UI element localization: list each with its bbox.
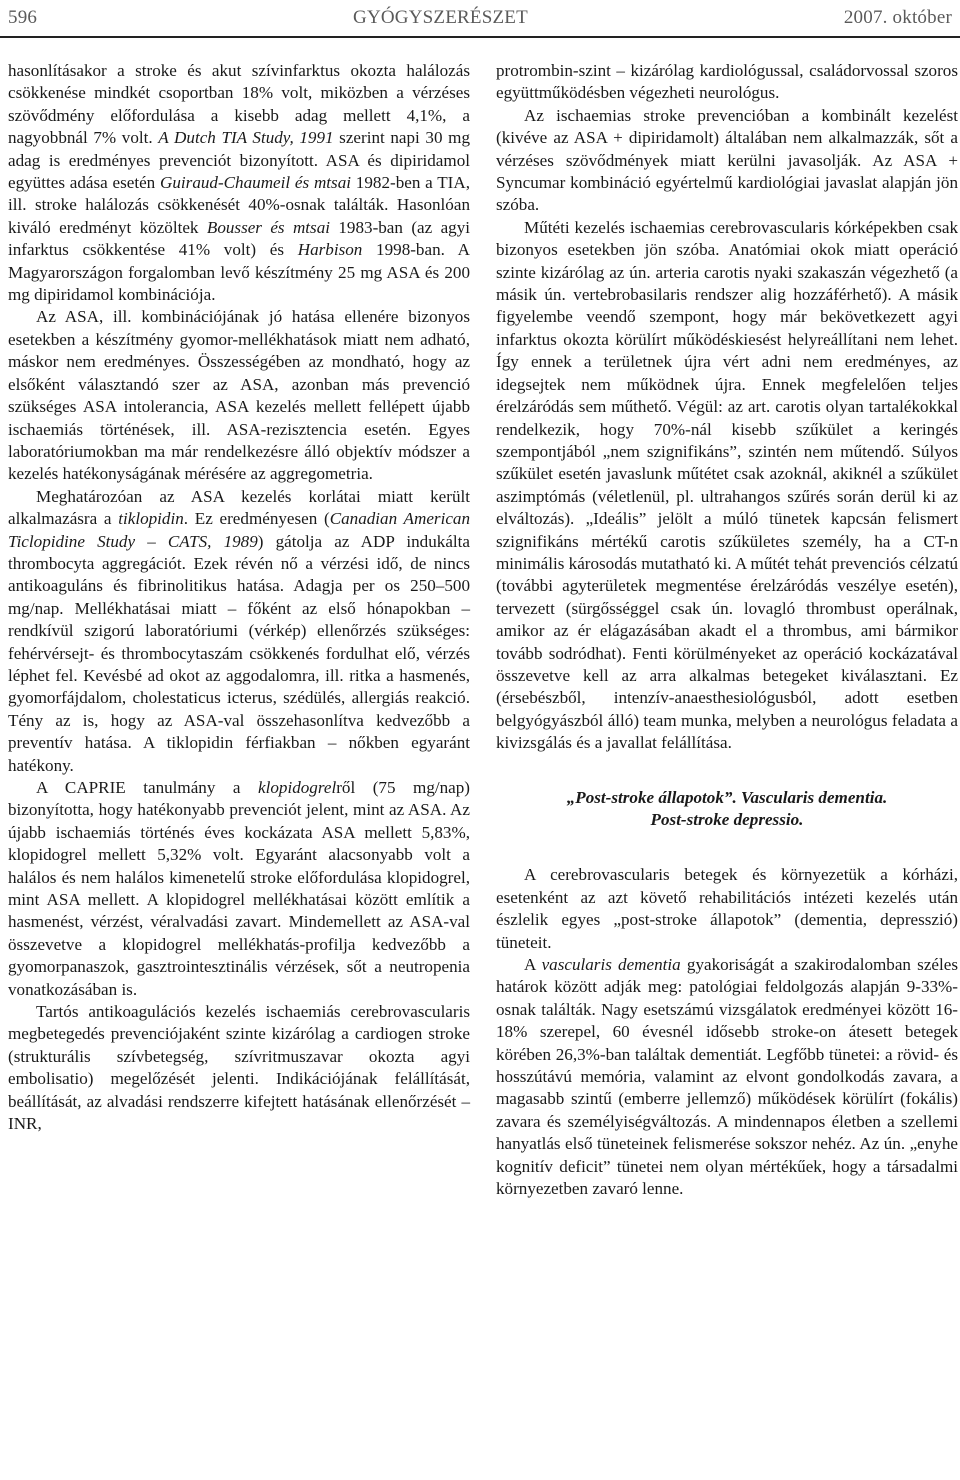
paragraph: A vascularis dementia gyakoriságát a szakirodalomban széles határok között adják meg: patológiai feldolgozás alapján 9-33%-osnak találták. Nagy esetszámú vizsgálatok eredményei között 16-18% szerepel, 60 évesnél idősebb stroke-on átesett betegek körében 26,3%-ban találtak dementiát. Legfőbb tünetei: a rövid- és hosszútávú memória, valamint az elvont gondolkodás zavara, a magasabb szintű (emberre jellemző) működések körülírt (fokális) zavara és személyiségváltozás. A mindennapos életben a szellemi hanyatlás első tüneteinek felismerése sokszor nehéz. Az ún. „enyhe kognitív deficit” tünetei nem olyan mértékűek, hogy a társadalmi környezetben zavaró lenne.	[496, 955, 958, 1199]
heading-line: „Post-stroke állapotok”. Vascularis dementia.	[566, 787, 888, 807]
paragraph: hasonlításakor a stroke és akut szívinfarktus okozta halálozás csökkenése mindkét csoportban 18% volt, miközben a vérzéses szövődmény előfordulása a kisebb adag mellett 4,1%, a nagyobbnál 7% volt. A Dutch TIA Study, 1991 szerint napi 30 mg adag is eredményes prevenciót bizonyított. ASA és dipiridamol együttes adása esetén Guiraud-Chaumeil és mtsai 1982-ben a TIA, ill. stroke halálozás csökkenését 40%-osnak találták. Hasonlóan kiváló eredményt közöltek Bousser és mtsai 1983-ban (az agyi infarktus csökkentése 41% volt) és Harbison 1998-ban. A Magyarországon forgalomban levő készítmény 25 mg ASA és 200 mg dipiridamol kombinációja.	[8, 61, 470, 305]
left-column	[8, 60, 470, 1136]
paragraph: Műtéti kezelés ischaemias cerebrovascularis kórképekben csak bizonyos esetekben jön szóba. Anatómiai okok miatt operáció szinte kizárólag az ún. arteria carotis nyaki szakaszán végezhető (a másik ún. vertebrobasilaris rendszer alig hozzáférhető). A másik figyelembe veendő szempont, hogy már bekövetkezett agyi infarktus okozta körülírt működéskiesést helyreállítani nem lehet. Így ennek a területnek újra vért adni nem eredményes, az idegsejtek nem működnek újra. Ennek megfelelően teljes érelzáródás sem műthető. Végül: az art. carotis olyan tartalékokkal rendelkezik, hogy 70%-nál kisebb szűkület a keringés szempontjából „nem szignifikáns”, szintén nem műtendő. Súlyos szűkület esetén javaslunk műtétet csak azoknál, akiknél a szűkület aszimptómás (véletlenül, pl. ultrahangos szűrés során derül ki az elváltozás). „Ideális” jelölt a múló tünetek kapcsán felismert szignifikáns mértékű carotis szűkületes személy, ha a CT-n minimális károsodás mutatható ki. A műtét tehát prevenciós célzatú (további agyterületek megmentése érelzáródás veszélye esetén), tervezett (sürgősséggel csak ún. lovagló thrombust operálnak, amikor az ér elágazásában akadt el a thrombus, ami bármikor tovább sodródhat). Fenti körülményeket az operáció kockázatával összevetve kell az arra alkalmas betegeket kiválasztani. Ez (érsebészből, intenzív-anaesthesiológusból, adott esetben belgyógyászból álló) team munka, melyben a neurológus feladata a kivizsgálás és a javallat felállítása.	[496, 217, 958, 753]
header-rule	[0, 36, 960, 38]
issue-date: 2007. október	[843, 7, 952, 28]
paragraph: Tartós antikoagulációs kezelés ischaemiás cerebrovascularis megbetegedés prevenciójaként szinte kizárólag a cardiogen stroke (strukturális szívbetegség, szívritmuszavar okozta agyi embolisatio) megelőzését jelenti. Indikációjának felállítását, beállítását, az alvadási rendszerre kifejtett hatásának ellenőrzését – INR,	[8, 1002, 470, 1134]
journal-title: GYÓGYSZERÉSZET	[353, 7, 528, 28]
paragraph: Az ischaemias stroke prevencióban a kombinált kezelést (kivéve az ASA + dipiridamolt) általában nem alkalmazzák, sőt a vérzéses szövődmények miatt kerülni javasolják. Az ASA + Syncumar kombináció egyértelmű kardiológiai javaslat alapján jön szóba.	[496, 105, 958, 215]
page-number: 596	[8, 7, 38, 28]
running-header	[8, 0, 952, 36]
paragraph: Meghatározóan az ASA kezelés korlátai miatt került alkalmazásra a tiklopidin. Ez eredményesen (Canadian American Ticlopidine Study – CATS, 1989) gátolja az ADP indukálta thrombocyta aggregációt. Ezek révén nő a vérzési idő, de nincs antikoaguláns és fibrinolitikus hatása. Adagja per os 250–500 mg/nap. Mellékhatásai miatt – főként az első hónapokban – rendkívül szigorú laboratóriumi (vérkép) ellenőrzés szükséges: fehérvérsejt- és thrombocytaszám csökkenés fordulhat elő, vérzés léphet fel. Kevésbé ad okot az aggodalomra, ill. ritka a hasmenés, gyomorfájdalom, cholestaticus icterus, szédülés, allergiás reakció. Tény az is, hogy az ASA-val összehasonlítva kedvezőbb a preventív hatása. A tiklopidin férfiakban – nőkben egyaránt hatékony.	[8, 486, 471, 775]
paragraph: A CAPRIE tanulmány a klopidogrelről (75 mg/nap) bizonyította, hogy hatékonyabb prevenciót jelent, mint az ASA. Az újabb ischaemiás történés éves kockázata ASA mellett 5,83%, klopidogrel mellett 5,32% volt. Egyaránt alacsonyabb volt a halálos és nem halálos kimenetelű stroke előfordulása klopidogrel, mint ASA mellett. A klopidogrel mellékhatásai között említik a hasmenést, vérzést, véralvadási zavart. Mindemellett az ASA-val összevetve a klopidogrel mellékhatás-profilja kedvezőbb a gyomorpanaszok, gasztrointesztinális vérzések, sőt a neutropenia vonatkozásában is.	[8, 778, 470, 999]
right-column	[496, 60, 958, 1201]
paragraph: protrombin-szint – kizárólag kardiológussal, családorvossal szoros együttműködésben végezheti neurológus.	[496, 61, 958, 103]
paragraph: Az ASA, ill. kombinációjának jó hatása ellenére bizonyos esetekben a készítmény gyomor-mellékhatások miatt nem adható, máskor nem eredményes. Összességében az mondható, hogy az elsőként választandó szer az ASA, azonban más prevenció szükséges ASA intolerancia, ASA kezelés mellett fellépett újabb ischaemiás történések, ill. ASA-rezisztencia esetén. Egyes laboratóriumokban ma már rendelkezésre álló objektív módszer a kezelés hatékonyságának mérésére az aggregometria.	[8, 307, 470, 484]
heading-line: Post-stroke depressio.	[650, 810, 804, 829]
section-heading	[496, 787, 958, 832]
paragraph: A cerebrovascularis betegek és környezetük a kórházi, esetenként az azt követő rehabilitációs intézeti kezelés után észlelik egyes „post-stroke állapotok” (dementia, depresszió) tüneteit.	[496, 865, 958, 952]
